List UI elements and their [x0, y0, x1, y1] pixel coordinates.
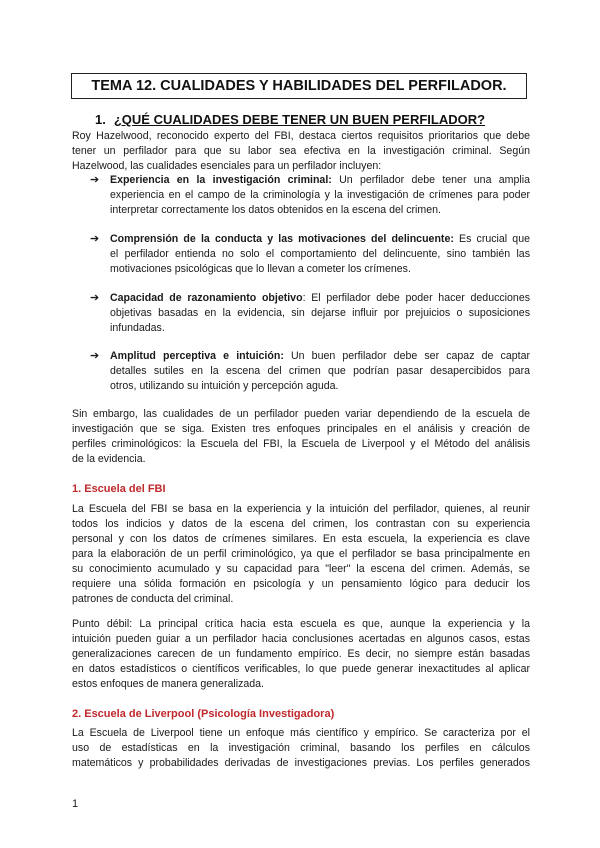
text-line: experiencia en el campo de la criminología y la investigación de crímenes para poder	[110, 189, 530, 201]
text-line: uso de estadísticas en la investigación criminal, basando los perfiles en cálculos	[72, 742, 530, 754]
text-line: La Escuela de Liverpool tiene un enfoque más científico y empírico. Se caracteriza por el	[72, 727, 530, 739]
heading-text: ¿QUÉ CUALIDADES DEBE TENER UN BUEN PERFILADOR?	[113, 112, 486, 127]
text-line: Sin embargo, las cualidades de un perfilador pueden variar dependiendo de la escuela de	[72, 408, 530, 420]
bullet-text: Un perfilador debe tener una amplia	[331, 174, 530, 186]
arrow-icon: ➔	[90, 174, 100, 186]
text-line: patrones de conducta del criminal.	[72, 593, 234, 605]
arrow-icon: ➔	[90, 233, 100, 245]
fbi-section-title: 1. Escuela del FBI	[72, 483, 166, 495]
text-line: personal y con los datos de crímenes similares. En esta escuela, la experiencia es clave	[72, 533, 530, 545]
arrow-icon: ➔	[90, 350, 100, 362]
text-line: Hazelwood, las cualidades esenciales para un perfilador incluyen:	[72, 160, 382, 172]
intro-paragraph	[72, 129, 530, 174]
text-line: motivaciones psicológicas que lo llevan a cometer los crímenes.	[110, 263, 411, 275]
text-line: otros, utilizando su intuición y percepción aguda.	[110, 380, 339, 392]
text-line: interpretar correctamente los datos obtenidos en la escena del crimen.	[110, 204, 441, 216]
section-heading	[95, 112, 485, 127]
text-line: perfiles criminológicos: la Escuela del FBI, la Escuela de Liverpool y el Método del análisis	[72, 438, 530, 450]
fbi-paragraph	[72, 502, 530, 607]
text-line: investigación que se siga. Existen tres enfoques principales en el análisis y creación de	[72, 423, 530, 435]
schools-paragraph	[72, 407, 530, 467]
text-line: todos los indicios y datos de la escena del crimen, los contrastan con su experiencia	[72, 518, 530, 530]
document-title: TEMA 12. CUALIDADES Y HABILIDADES DEL PERFILADOR.	[71, 73, 527, 99]
text-line	[110, 349, 530, 364]
page-number: 1	[72, 798, 79, 810]
text-line: en datos estadísticos o científicos verificables, lo que puede generar inexactitudes al aplicar	[72, 663, 530, 675]
text-line: generalizaciones carecen de un fundamento empírico. Es decir, no siempre están basadas	[72, 648, 530, 660]
text-line: detalles sutiles en la escena del crimen que podrían pasar desapercibidos para	[110, 365, 530, 377]
arrow-icon: ➔	[90, 292, 100, 304]
text-line: requiere una sólida formación en psicología y un pensamiento lógico para deducir los	[72, 578, 530, 590]
text-line: objetivas basadas en la evidencia, sin dejarse influir por prejuicios o suposiciones	[110, 307, 530, 319]
text-line: el perfilador entienda no solo el comportamiento del delincuente, sino también las	[110, 248, 530, 260]
bullet-bold: Amplitud perceptiva e intuición:	[110, 350, 284, 362]
text-line: de la evidencia.	[72, 453, 146, 465]
bullet-bold: Comprensión de la conducta y las motivaciones del delincuente:	[110, 233, 454, 245]
heading-number: 1.	[95, 112, 106, 127]
text-line: matemáticos y probabilidades derivadas de investigaciones previas. Los perfiles generados	[72, 757, 530, 769]
text-line: La Escuela del FBI se basa en la experiencia y la intuición del perfilador, quienes, al reunir	[72, 503, 530, 515]
text-line	[110, 173, 530, 188]
text-line: Roy Hazelwood, reconocido experto del FBI, destaca ciertos requisitos prioritarios que debe	[72, 130, 530, 142]
text-line: Punto débil: La principal crítica hacia esta escuela es que, aunque la experiencia y la	[72, 618, 530, 630]
weakness-paragraph	[72, 617, 530, 692]
bullet-text: Es crucial que	[453, 233, 530, 245]
text-line: su conocimiento acumulado y su capacidad para "leer" la escena del crimen. Además, se	[72, 563, 530, 575]
text-line: estos enfoques de manera generalizada.	[72, 678, 264, 690]
text-line	[110, 232, 530, 247]
bullet-bold: Experiencia en la investigación criminal:	[110, 174, 332, 186]
liverpool-section-title: 2. Escuela de Liverpool (Psicología Investigadora)	[72, 708, 335, 720]
bullet-text: : El perfilador debe poder hacer deducciones	[302, 292, 530, 304]
text-line: infundadas.	[110, 322, 165, 334]
text-line	[110, 291, 530, 306]
text-line: para la elaboración de un perfil criminológico, ya que el perfilador se basa principalmente en	[72, 548, 530, 560]
text-line: tener un perfilador para que su labor sea efectiva en la investigación criminal. Según	[72, 145, 530, 157]
bullet-text: Un buen perfilador debe ser capaz de captar	[283, 350, 530, 362]
bullet-bold: Capacidad de razonamiento objetivo	[110, 292, 303, 304]
text-line: intuición pueden guiar a un perfilador hacia conclusiones acertadas en algunos casos, estas	[72, 633, 530, 645]
liverpool-paragraph	[72, 726, 530, 771]
